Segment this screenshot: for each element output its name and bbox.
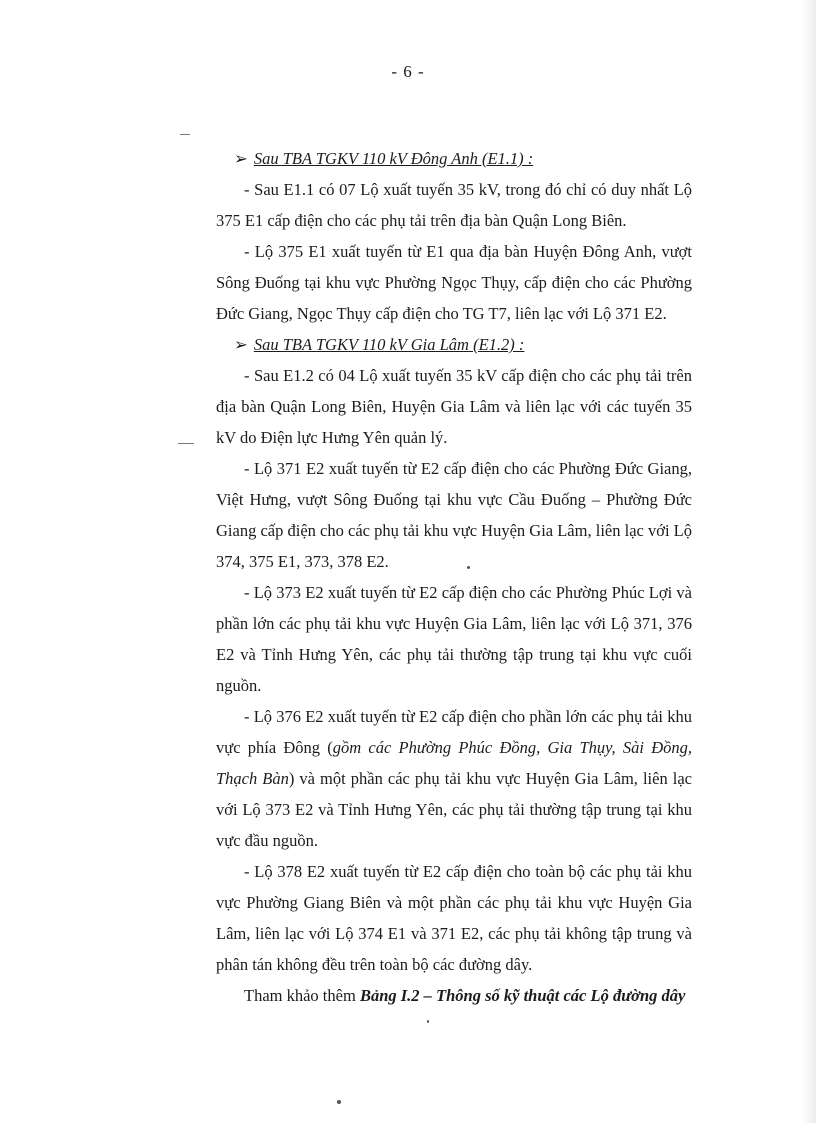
paragraph: - Lộ 376 E2 xuất tuyến từ E2 cấp điện cho phần lớn các phụ tải khu vực phía Đông (gồm các Phường Phúc Đồng, Gia Thụy, Sài Đồng, Thạch Bàn) và một phần các phụ tải khu vực Huyện Gia Lâm, liên lạc với Lộ 373 E2 và Tỉnh Hưng Yên, các phụ tải thường tập trung tại khu vực đầu nguồn. [216, 707, 692, 850]
paragraph: - Lộ 375 E1 xuất tuyến từ E1 qua địa bàn Huyện Đông Anh, vượt Sông Đuống tại khu vực Phường Ngọc Thụy, cấp điện cho các Phường Đức Giang, Ngọc Thụy cấp điện cho TG T7, liên lạc với Lộ 371 E2. [216, 242, 692, 323]
table-reference: Bảng I.2 – Thông số kỹ thuật các Lộ đường dây [359, 986, 686, 1005]
paragraph: - Lộ 373 E2 xuất tuyến từ E2 cấp điện cho các Phường Phúc Lợi và phần lớn các phụ tải khu vực Huyện Gia Lâm, liên lạc với Lộ 371, 376 E2 và Tỉnh Hưng Yên, các phụ tải thường tập trung tại khu vực cuối nguồn. [216, 583, 692, 695]
arrow-bullet-icon: ➢ [234, 335, 248, 354]
paragraph: - Lộ 371 E2 xuất tuyến từ E2 cấp điện cho các Phường Đức Giang, Việt Hưng, vượt Sông Đuống tại khu vực Cầu Đuống – Phường Đức Giang cấp điện cho các phụ tải khu vực Huyện Gia Lâm, liên lạc với Lộ 374, 375 E1, 373, 378 E2. [216, 459, 692, 571]
document-body [216, 143, 692, 1011]
italic-phrase: gồm các Phường Phúc Đồng, Gia Thụy, Sài Đồng, Thạch Bàn [216, 738, 692, 788]
paragraph: - Sau E1.2 có 04 Lộ xuất tuyến 35 kV cấp điện cho các phụ tải trên địa bàn Quận Long Biên, Huyện Gia Lâm và liên lạc với các tuyến 35 kV do Điện lực Hưng Yên quản lý. [216, 366, 692, 447]
section-heading-dong-anh: ➢ Sau TBA TGKV 110 kV Đông Anh (E1.1) : [216, 143, 692, 174]
paragraph: - Sau E1.1 có 07 Lộ xuất tuyến 35 kV, trong đó chỉ có duy nhất Lộ 375 E1 cấp điện cho các phụ tải trên địa bàn Quận Long Biên. [216, 180, 692, 230]
page-number: - 6 - [391, 62, 425, 81]
paragraph: - Lộ 378 E2 xuất tuyến từ E2 cấp điện cho toàn bộ các phụ tải khu vực Phường Giang Biên và một phần các phụ tải khu vực Huyện Gia Lâm, liên lạc với Lộ 374 E1 và 371 E2, các phụ tải không tập trung và phân tán không đều trên toàn bộ các đường dây. [216, 862, 692, 974]
scan-artifact-speck [427, 1020, 429, 1023]
scan-artifact-line [178, 443, 194, 444]
scan-artifact-speck [467, 566, 470, 569]
scan-edge-shadow [802, 0, 816, 1123]
scan-artifact-line [180, 134, 190, 135]
scan-artifact-speck [337, 1100, 341, 1104]
arrow-bullet-icon: ➢ [234, 149, 248, 168]
section-heading-gia-lam: ➢ Sau TBA TGKV 110 kV Gia Lâm (E1.2) : [216, 329, 692, 360]
reference-line: Tham khảo thêm Bảng I.2 – Thông số kỹ thuật các Lộ đường dây [244, 986, 686, 1005]
